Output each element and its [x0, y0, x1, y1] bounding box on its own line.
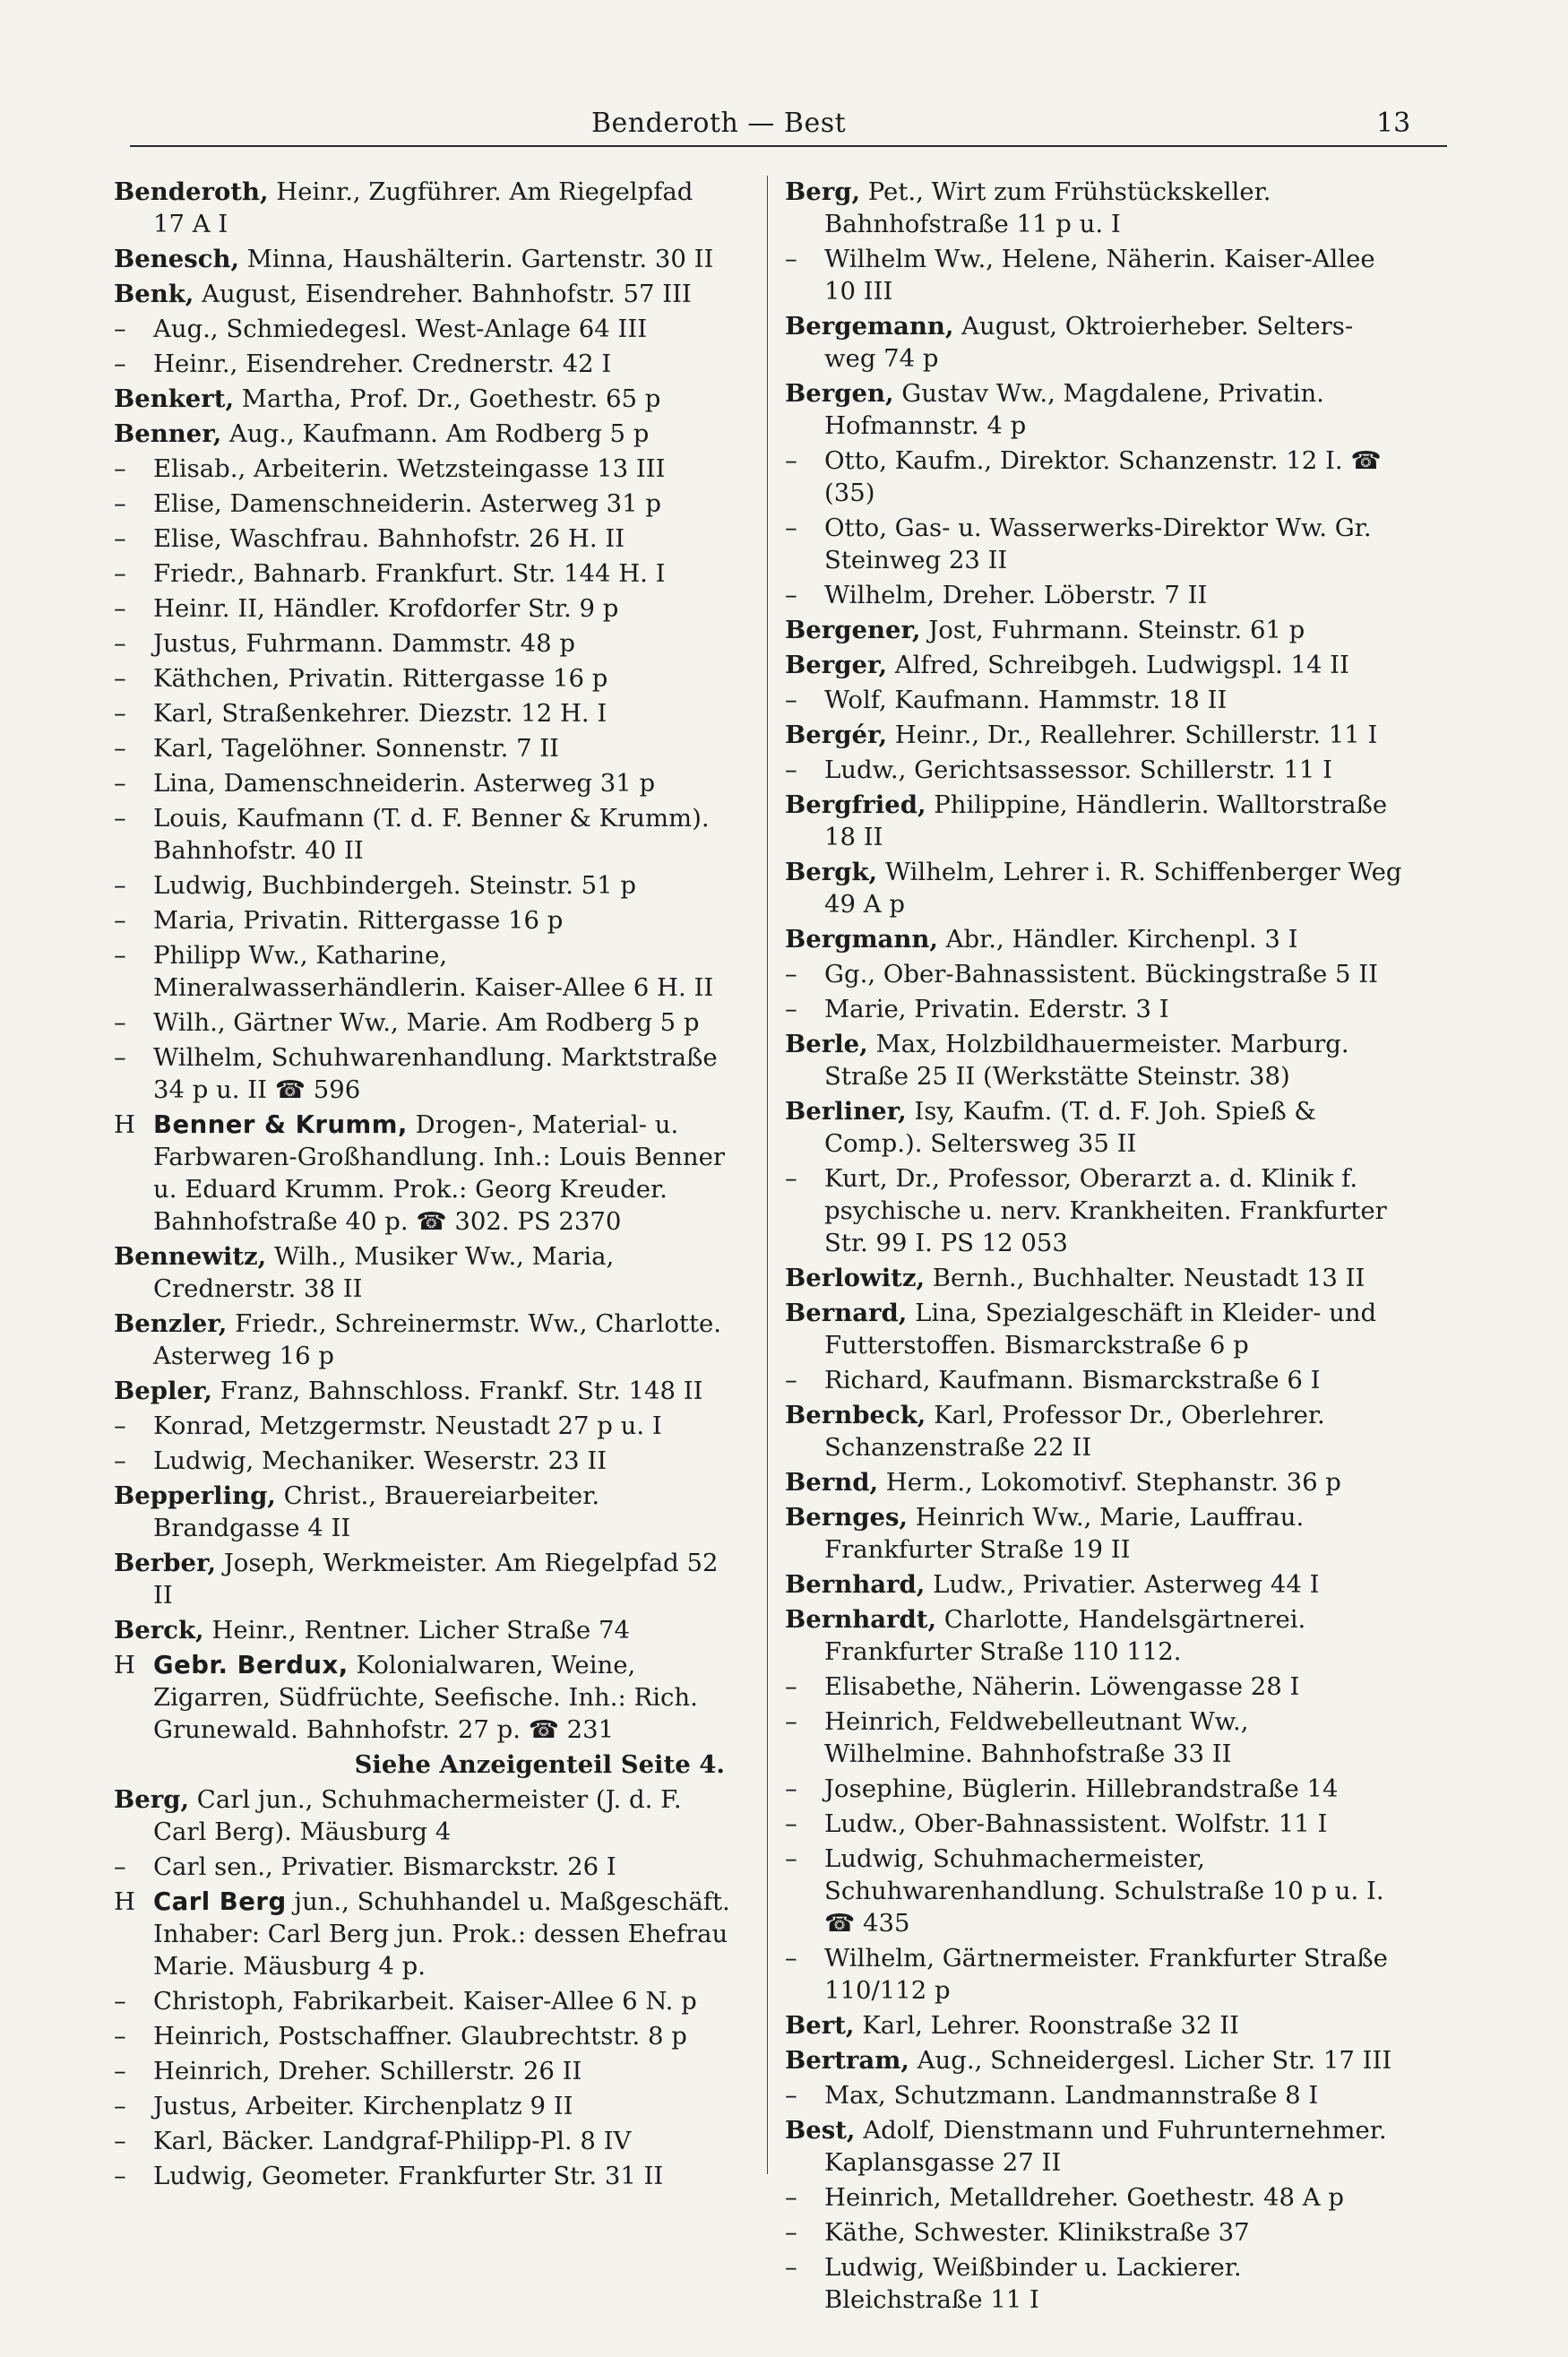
entry-name: Berlowitz, [785, 1264, 926, 1292]
entry-text: Elisab., Arbeiterin. Wetzsteingasse 13 III [153, 454, 666, 483]
register-mark: H [114, 1110, 135, 1139]
sub-entry [114, 313, 732, 345]
entry-name: Bergér, [785, 721, 888, 749]
entry-text: Ludw., Privatier. Asterweg 44 I [925, 1570, 1320, 1599]
sub-entry [114, 453, 732, 485]
entry-name: Bergfried, [785, 790, 926, 819]
entry-text: Isy, Kaufm. (T. d. F. Joh. Spieß & Comp.). Seltersweg 35 II [824, 1097, 1316, 1158]
ditto-dash: – [114, 1987, 126, 2016]
entry-text: Otto, Gas- u. Wasserwerks-Direktor Ww. Gr. Steinweg 23 II [824, 514, 1372, 574]
ditto-dash: – [114, 941, 126, 970]
entry-name: Benesch, [114, 245, 240, 273]
entry-text: Christoph, Fabrikarbeit. Kaiser-Allee 6 N. p [153, 1987, 697, 2016]
sub-entry [785, 754, 1403, 786]
entry-name: Bepperling, [114, 1481, 276, 1510]
entry-text: Abr., Händler. Kirchenpl. 3 I [937, 925, 1298, 954]
ditto-dash: – [785, 755, 797, 784]
entry-name: Bernd, [785, 1468, 879, 1497]
entry-text: Drogen-, Material- u. Farbwaren-Großhandlung. Inh.: Louis Benner u. Eduard Krumm. Prok.: Georg Kreuder. Bahnhofstraße 40 p. ☎ 302. PS 2370 [153, 1110, 726, 1236]
entry-name: Bernges, [785, 1503, 909, 1532]
directory-entry [114, 243, 732, 275]
entry-text: Minna, Haushälterin. Gartenstr. 30 II [239, 245, 714, 273]
entry-text: Ludw., Ober-Bahnassistent. Wolfstr. 11 I [824, 1809, 1328, 1838]
sub-entry [114, 522, 732, 555]
ditto-dash: – [785, 2081, 797, 2110]
entry-name: Bergk, [785, 858, 878, 886]
entry-text: Wilh., Gärtner Ww., Marie. Am Rodberg 5 p [153, 1008, 700, 1037]
entry-text: Christ., Brauereiarbeiter. Brandgasse 4 II [153, 1481, 600, 1542]
entry-text: Elise, Damenschneiderin. Asterweg 31 p [153, 489, 661, 518]
entry-text: Aug., Schmiedegesl. West-Anlage 64 III [153, 315, 648, 343]
entry-text: Kurt, Dr., Professor, Oberarzt a. d. Klinik f. psychische u. nerv. Krankheiten. Frankfurter Str. 99 I. PS 12 053 [824, 1164, 1387, 1257]
entry-text: Jost, Fuhrmann. Steinstr. 61 p [920, 616, 1305, 644]
entry-text: Ludwig, Weißbinder u. Lackierer. Bleichstraße 11 I [824, 2253, 1242, 2314]
ditto-dash: – [114, 664, 126, 693]
sub-entry [114, 732, 732, 764]
directory-entry [785, 649, 1403, 681]
left-column [114, 176, 732, 2195]
entry-text: Max, Holzbildhauermeister. Marburg. Straße 25 II (Werkstätte Steinstr. 38) [824, 1030, 1349, 1091]
sub-entry [785, 958, 1403, 990]
entry-text: Justus, Fuhrmann. Dammstr. 48 p [153, 629, 575, 658]
entry-text: Karl, Straßenkehrer. Diezstr. 12 H. I [153, 699, 607, 728]
entry-text: Heinr., Rentner. Licher Straße 74 [203, 1616, 630, 1645]
directory-entry [785, 1028, 1403, 1092]
entry-text: Elise, Waschfrau. Bahnhofstr. 26 H. II [153, 524, 625, 553]
ditto-dash: – [114, 1446, 126, 1475]
entry-text: Heinrich, Dreher. Schillerstr. 26 II [153, 2057, 582, 2085]
entry-name: Bertram, [785, 2046, 909, 2075]
entry-text: Richard, Kaufmann. Bismarckstraße 6 I [824, 1366, 1321, 1394]
ditto-dash: – [785, 1944, 797, 1973]
entry-name: Benderoth, [114, 177, 269, 206]
entry-text: Ludwig, Buchbindergeh. Steinstr. 51 p [153, 871, 637, 900]
entry-text: Aug., Schneidergesl. Licher Str. 17 III [909, 2046, 1392, 2075]
entry-text: Carl jun., Schuhmachermeister (J. d. F. Carl Berg). Mäusburg 4 [153, 1785, 682, 1846]
entry-text: Joseph, Werkmeister. Am Riegelpfad 52 II [153, 1549, 719, 1610]
directory-entry [785, 1603, 1403, 1668]
sub-entry [114, 1985, 732, 2017]
ditto-dash: – [114, 1043, 126, 1072]
ditto-dash: – [114, 2162, 126, 2190]
entry-text: Heinrich Ww., Marie, Lauffrau. Frankfurter Straße 19 II [824, 1503, 1305, 1564]
directory-entry [114, 418, 732, 450]
entry-text: Käthchen, Privatin. Rittergasse 16 p [153, 664, 608, 693]
sub-entry [114, 697, 732, 730]
sub-entry [114, 557, 732, 590]
directory-entry [785, 719, 1403, 751]
entry-text: Gg., Ober-Bahnassistent. Bückingstraße 5 II [824, 960, 1378, 989]
ditto-dash: – [785, 1707, 797, 1736]
entry-text: Gustav Ww., Magdalene, Privatin. Hofmannstr. 4 p [824, 379, 1324, 440]
directory-entry [114, 1375, 732, 1407]
sub-entry [785, 243, 1403, 307]
sub-entry [785, 2251, 1403, 2316]
directory-entry [785, 1095, 1403, 1160]
entry-text: Karl, Lehrer. Roonstraße 32 II [854, 2011, 1239, 2040]
sub-entry [785, 579, 1403, 611]
entry-name: Carl Berg [153, 1887, 287, 1916]
firm-entry [114, 1886, 732, 1982]
sub-entry [785, 2181, 1403, 2214]
sub-entry [114, 2055, 732, 2087]
entry-name: Bennewitz, [114, 1242, 267, 1271]
entry-text: Karl, Bäcker. Landgraf-Philipp-Pl. 8 IV [153, 2127, 632, 2155]
entry-text: Josephine, Büglerin. Hillebrandstraße 14 [824, 1774, 1339, 1803]
entry-text: Ludwig, Mechaniker. Weserstr. 23 II [153, 1446, 607, 1475]
entry-text: August, Eisendreher. Bahnhofstr. 57 III [194, 280, 692, 308]
sub-entry [114, 592, 732, 625]
directory-entry [114, 1783, 732, 1848]
entry-name: Berg, [785, 177, 861, 206]
entry-text: Wolf, Kaufmann. Hammstr. 18 II [824, 686, 1228, 714]
entry-text: Marie, Privatin. Ederstr. 3 I [824, 995, 1169, 1023]
entry-text: Konrad, Metzgermstr. Neustadt 27 p u. I [153, 1412, 662, 1440]
sub-entry [114, 939, 732, 1004]
directory-entry [785, 2114, 1403, 2179]
ditto-dash: – [114, 315, 126, 343]
directory-entry [785, 310, 1403, 375]
directory-entry [785, 1399, 1403, 1463]
ditto-dash: – [785, 1774, 797, 1803]
sub-entry [785, 2079, 1403, 2111]
register-mark: H [114, 1651, 135, 1679]
entry-text: Lina, Spezialgeschäft in Kleider- und Futterstoffen. Bismarckstraße 6 p [824, 1299, 1377, 1360]
entry-text: Heinrich, Feldwebelleutnant Ww., Wilhelmine. Bahnhofstraße 33 II [824, 1707, 1249, 1768]
entry-name: Benner & Krumm, [153, 1110, 408, 1139]
entry-name: Benk, [114, 280, 194, 308]
entry-text: Lina, Damenschneiderin. Asterweg 31 p [153, 769, 656, 798]
sub-entry [114, 1851, 732, 1883]
sub-entry [114, 1445, 732, 1477]
page-number: 13 [1376, 108, 1411, 139]
sub-entry [114, 2125, 732, 2157]
sub-entry [785, 1843, 1403, 1939]
entry-text: Franz, Bahnschloss. Frankf. Str. 148 II [211, 1377, 703, 1405]
ditto-dash: – [114, 1008, 126, 1037]
sub-entry [785, 1671, 1403, 1703]
entry-text: Ludwig, Schuhmachermeister, Schuhwarenhandlung. Schulstraße 10 p u. I. ☎ 435 [824, 1844, 1384, 1938]
entry-name: Bergen, [785, 379, 894, 408]
entry-text: Louis, Kaufmann (T. d. F. Benner & Krumm). Bahnhofstr. 40 II [153, 804, 710, 865]
entry-text: Ludwig, Geometer. Frankfurter Str. 31 II [153, 2162, 664, 2190]
entry-text: Philipp Ww., Katharine, Mineralwasserhändlerin. Kaiser-Allee 6 H. II [153, 941, 714, 1002]
entry-name: Berck, [114, 1616, 204, 1645]
entry-text: Pet., Wirt zum Frühstückskeller. Bahnhofstraße 11 p u. I [824, 177, 1271, 238]
directory-entry [114, 278, 732, 310]
directory-entry [114, 1480, 732, 1544]
sub-entry [114, 348, 732, 380]
page-header [0, 100, 1568, 147]
ditto-dash: – [114, 1852, 126, 1881]
directory-entry [114, 1308, 732, 1372]
entry-text: Otto, Kaufm., Direktor. Schanzenstr. 12 I. ☎ (35) [824, 446, 1382, 507]
sub-entry [785, 512, 1403, 576]
sub-entry [785, 2216, 1403, 2249]
entry-name: Bernbeck, [785, 1401, 926, 1429]
sub-entry [114, 767, 732, 799]
ditto-dash: – [114, 350, 126, 378]
ditto-dash: – [785, 1809, 797, 1838]
ditto-dash: – [785, 1844, 797, 1873]
entry-text: Martha, Prof. Dr., Goethestr. 65 p [234, 384, 661, 413]
running-head: Benderoth — Best [591, 108, 847, 139]
sub-entry [785, 1162, 1403, 1259]
ditto-dash: – [785, 1164, 797, 1193]
entry-text: Ludw., Gerichtsassessor. Schillerstr. 11 I [824, 755, 1332, 784]
sub-entry [114, 2020, 732, 2052]
entry-text: Karl, Professor Dr., Oberlehrer. Schanzenstraße 22 II [824, 1401, 1325, 1462]
ditto-dash: – [114, 489, 126, 518]
entry-text: Heinr., Eisendreher. Crednerstr. 42 I [153, 350, 612, 378]
entry-text: Bernh., Buchhalter. Neustadt 13 II [925, 1264, 1366, 1292]
entry-name: Berg, [114, 1785, 190, 1814]
ditto-dash: – [785, 960, 797, 989]
sub-entry [114, 627, 732, 660]
entry-name: Benner, [114, 419, 222, 448]
header-rule [130, 145, 1447, 147]
ditto-dash: – [114, 559, 126, 588]
ditto-dash: – [785, 581, 797, 609]
sub-entry [114, 2160, 732, 2192]
sub-entry [114, 662, 732, 695]
entry-text: Philippine, Händlerin. Walltorstraße 18 II [824, 790, 1388, 851]
advertisement-notice: Siehe Anzeigenteil Seite 4. [354, 1750, 725, 1779]
ditto-dash: – [785, 1672, 797, 1701]
entry-text: Heinrich, Postschaffner. Glaubrechtstr. 8 p [153, 2022, 687, 2051]
ditto-dash: – [114, 2127, 126, 2155]
directory-entry [785, 614, 1403, 646]
entry-text: Adolf, Dienstmann und Fuhrunternehmer. Kaplansgasse 27 II [824, 2116, 1387, 2177]
entry-text: Kolonialwaren, Weine, Zigarren, Südfrüchte, Seefische. Inh.: Rich. Grunewald. Bahnhofstr. 27 p. ☎ 231 [153, 1651, 698, 1744]
sub-entry [785, 1773, 1403, 1805]
directory-entry [114, 1240, 732, 1305]
directory-entry [785, 789, 1403, 853]
ditto-dash: – [114, 594, 126, 623]
sub-entry [114, 1006, 732, 1039]
entry-name: Bernhardt, [785, 1605, 937, 1634]
entry-name: Berle, [785, 1030, 868, 1058]
ditto-dash: – [114, 699, 126, 728]
entry-name: Bernhard, [785, 1570, 926, 1599]
entry-text: Justus, Arbeiter. Kirchenplatz 9 II [153, 2092, 573, 2120]
sub-entry [785, 684, 1403, 716]
firm-entry [114, 1109, 732, 1238]
directory-entry [785, 176, 1403, 240]
entry-text: Max, Schutzmann. Landmannstraße 8 I [824, 2081, 1319, 2110]
entry-text: Maria, Privatin. Rittergasse 16 p [153, 906, 564, 935]
directory-entry [785, 1262, 1403, 1294]
ditto-dash: – [114, 2022, 126, 2051]
entry-name: Berliner, [785, 1097, 907, 1126]
entry-name: Berger, [785, 651, 888, 679]
directory-entry [114, 176, 732, 240]
directory-entry [785, 1297, 1403, 1361]
ditto-dash: – [785, 245, 797, 273]
entry-text: Wilhelm, Lehrer i. R. Schiffenberger Weg 49 A p [824, 858, 1402, 919]
ditto-dash: – [114, 629, 126, 658]
entry-text: Heinr., Zugführer. Am Riegelpfad 17 A I [153, 177, 694, 238]
sub-entry [114, 1041, 732, 1106]
entry-text: Charlotte, Handelsgärtnerei. Frankfurter Straße 110 112. [824, 1605, 1306, 1666]
entry-text: Aug., Kaufmann. Am Rodberg 5 p [221, 419, 650, 448]
sub-entry [785, 1364, 1403, 1396]
right-column [785, 176, 1403, 2318]
entry-name: Best, [785, 2116, 856, 2145]
entry-text: Wilhelm, Gärtnermeister. Frankfurter Straße 110/112 p [824, 1944, 1388, 2005]
directory-entry [785, 1466, 1403, 1498]
ditto-dash: – [785, 2183, 797, 2212]
entry-text: Heinr. II, Händler. Krofdorfer Str. 9 p [153, 594, 619, 623]
ditto-dash: – [114, 804, 126, 833]
entry-text: jun., Schuhhandel u. Maßgeschäft. Inhaber: Carl Berg jun. Prok.: dessen Ehefrau Marie. Mäusburg 4 p. [153, 1887, 730, 1981]
entry-text: Karl, Tagelöhner. Sonnenstr. 7 II [153, 734, 560, 763]
entry-text: Heinrich, Metalldreher. Goethestr. 48 A p [824, 2183, 1344, 2212]
register-mark: H [114, 1887, 135, 1916]
directory-entry [785, 2044, 1403, 2076]
firm-entry [114, 1649, 732, 1746]
ditto-dash: – [114, 871, 126, 900]
directory-entry [114, 383, 732, 415]
entry-text: Wilhelm, Schuhwarenhandlung. Marktstraße 34 p u. II ☎ 596 [153, 1043, 718, 1104]
ditto-dash: – [114, 2092, 126, 2120]
entry-name: Berber, [114, 1549, 217, 1577]
entry-text: Wilhelm, Dreher. Löberstr. 7 II [824, 581, 1208, 609]
entry-name: Bert, [785, 2011, 855, 2040]
entry-name: Bergmann, [785, 925, 938, 954]
entry-text: Wilhelm Ww., Helene, Näherin. Kaiser-Allee 10 III [824, 245, 1375, 306]
directory-entry [114, 1547, 732, 1611]
entry-text: Alfred, Schreibgeh. Ludwigspl. 14 II [887, 651, 1349, 679]
sub-entry [114, 488, 732, 520]
entry-text: August, Oktroierheber. Selters-weg 74 p [824, 312, 1354, 373]
directory-entry [785, 377, 1403, 442]
sub-entry [114, 1410, 732, 1442]
ditto-dash: – [114, 906, 126, 935]
ditto-dash: – [114, 454, 126, 483]
entry-name: Bergener, [785, 616, 921, 644]
entry-name: Benzler, [114, 1309, 228, 1338]
directory-entry [785, 2009, 1403, 2042]
entry-name: Bergemann, [785, 312, 954, 341]
entry-text: Carl sen., Privatier. Bismarckstr. 26 I [153, 1852, 616, 1881]
entry-text: Käthe, Schwester. Klinikstraße 37 [824, 2218, 1250, 2247]
ditto-dash: – [114, 524, 126, 553]
sub-entry [785, 445, 1403, 509]
sub-entry [114, 869, 732, 902]
ditto-dash: – [785, 514, 797, 542]
ditto-dash: – [785, 995, 797, 1023]
ditto-dash: – [785, 2218, 797, 2247]
directory-entry [785, 1501, 1403, 1566]
entry-text: Elisabethe, Näherin. Löwengasse 28 I [824, 1672, 1300, 1701]
directory-entry [785, 923, 1403, 955]
sub-entry [785, 1942, 1403, 2007]
ditto-dash: – [114, 1412, 126, 1440]
ditto-dash: – [785, 686, 797, 714]
directory-entry [785, 856, 1403, 920]
ditto-dash: – [114, 769, 126, 798]
entry-text: Wilh., Musiker Ww., Maria, Crednerstr. 38 II [153, 1242, 615, 1303]
entry-text: Heinr., Dr., Reallehrer. Schillerstr. 11 I [887, 721, 1378, 749]
sub-entry [114, 802, 732, 867]
entry-text: Friedr., Schreinermstr. Ww., Charlotte. Asterweg 16 p [153, 1309, 722, 1370]
entry-name: Bepler, [114, 1377, 212, 1405]
sub-entry [785, 1808, 1403, 1840]
ditto-dash: – [114, 2057, 126, 2085]
entry-text: Friedr., Bahnarb. Frankfurt. Str. 144 H. I [153, 559, 666, 588]
ditto-dash: – [114, 734, 126, 763]
ditto-dash: – [785, 2253, 797, 2282]
ditto-dash: – [785, 1366, 797, 1394]
entry-name: Benkert, [114, 384, 235, 413]
entry-name: Bernard, [785, 1299, 908, 1327]
column-divider [767, 176, 768, 2174]
sub-entry [114, 2090, 732, 2122]
entry-text: Herm., Lokomotivf. Stephanstr. 36 p [878, 1468, 1341, 1497]
sub-entry [785, 1705, 1403, 1770]
sub-entry [114, 904, 732, 937]
directory-entry [114, 1614, 732, 1646]
directory-entry [785, 1568, 1403, 1601]
sub-entry [785, 993, 1403, 1025]
entry-name: Gebr. Berdux, [153, 1651, 349, 1679]
ditto-dash: – [785, 446, 797, 475]
